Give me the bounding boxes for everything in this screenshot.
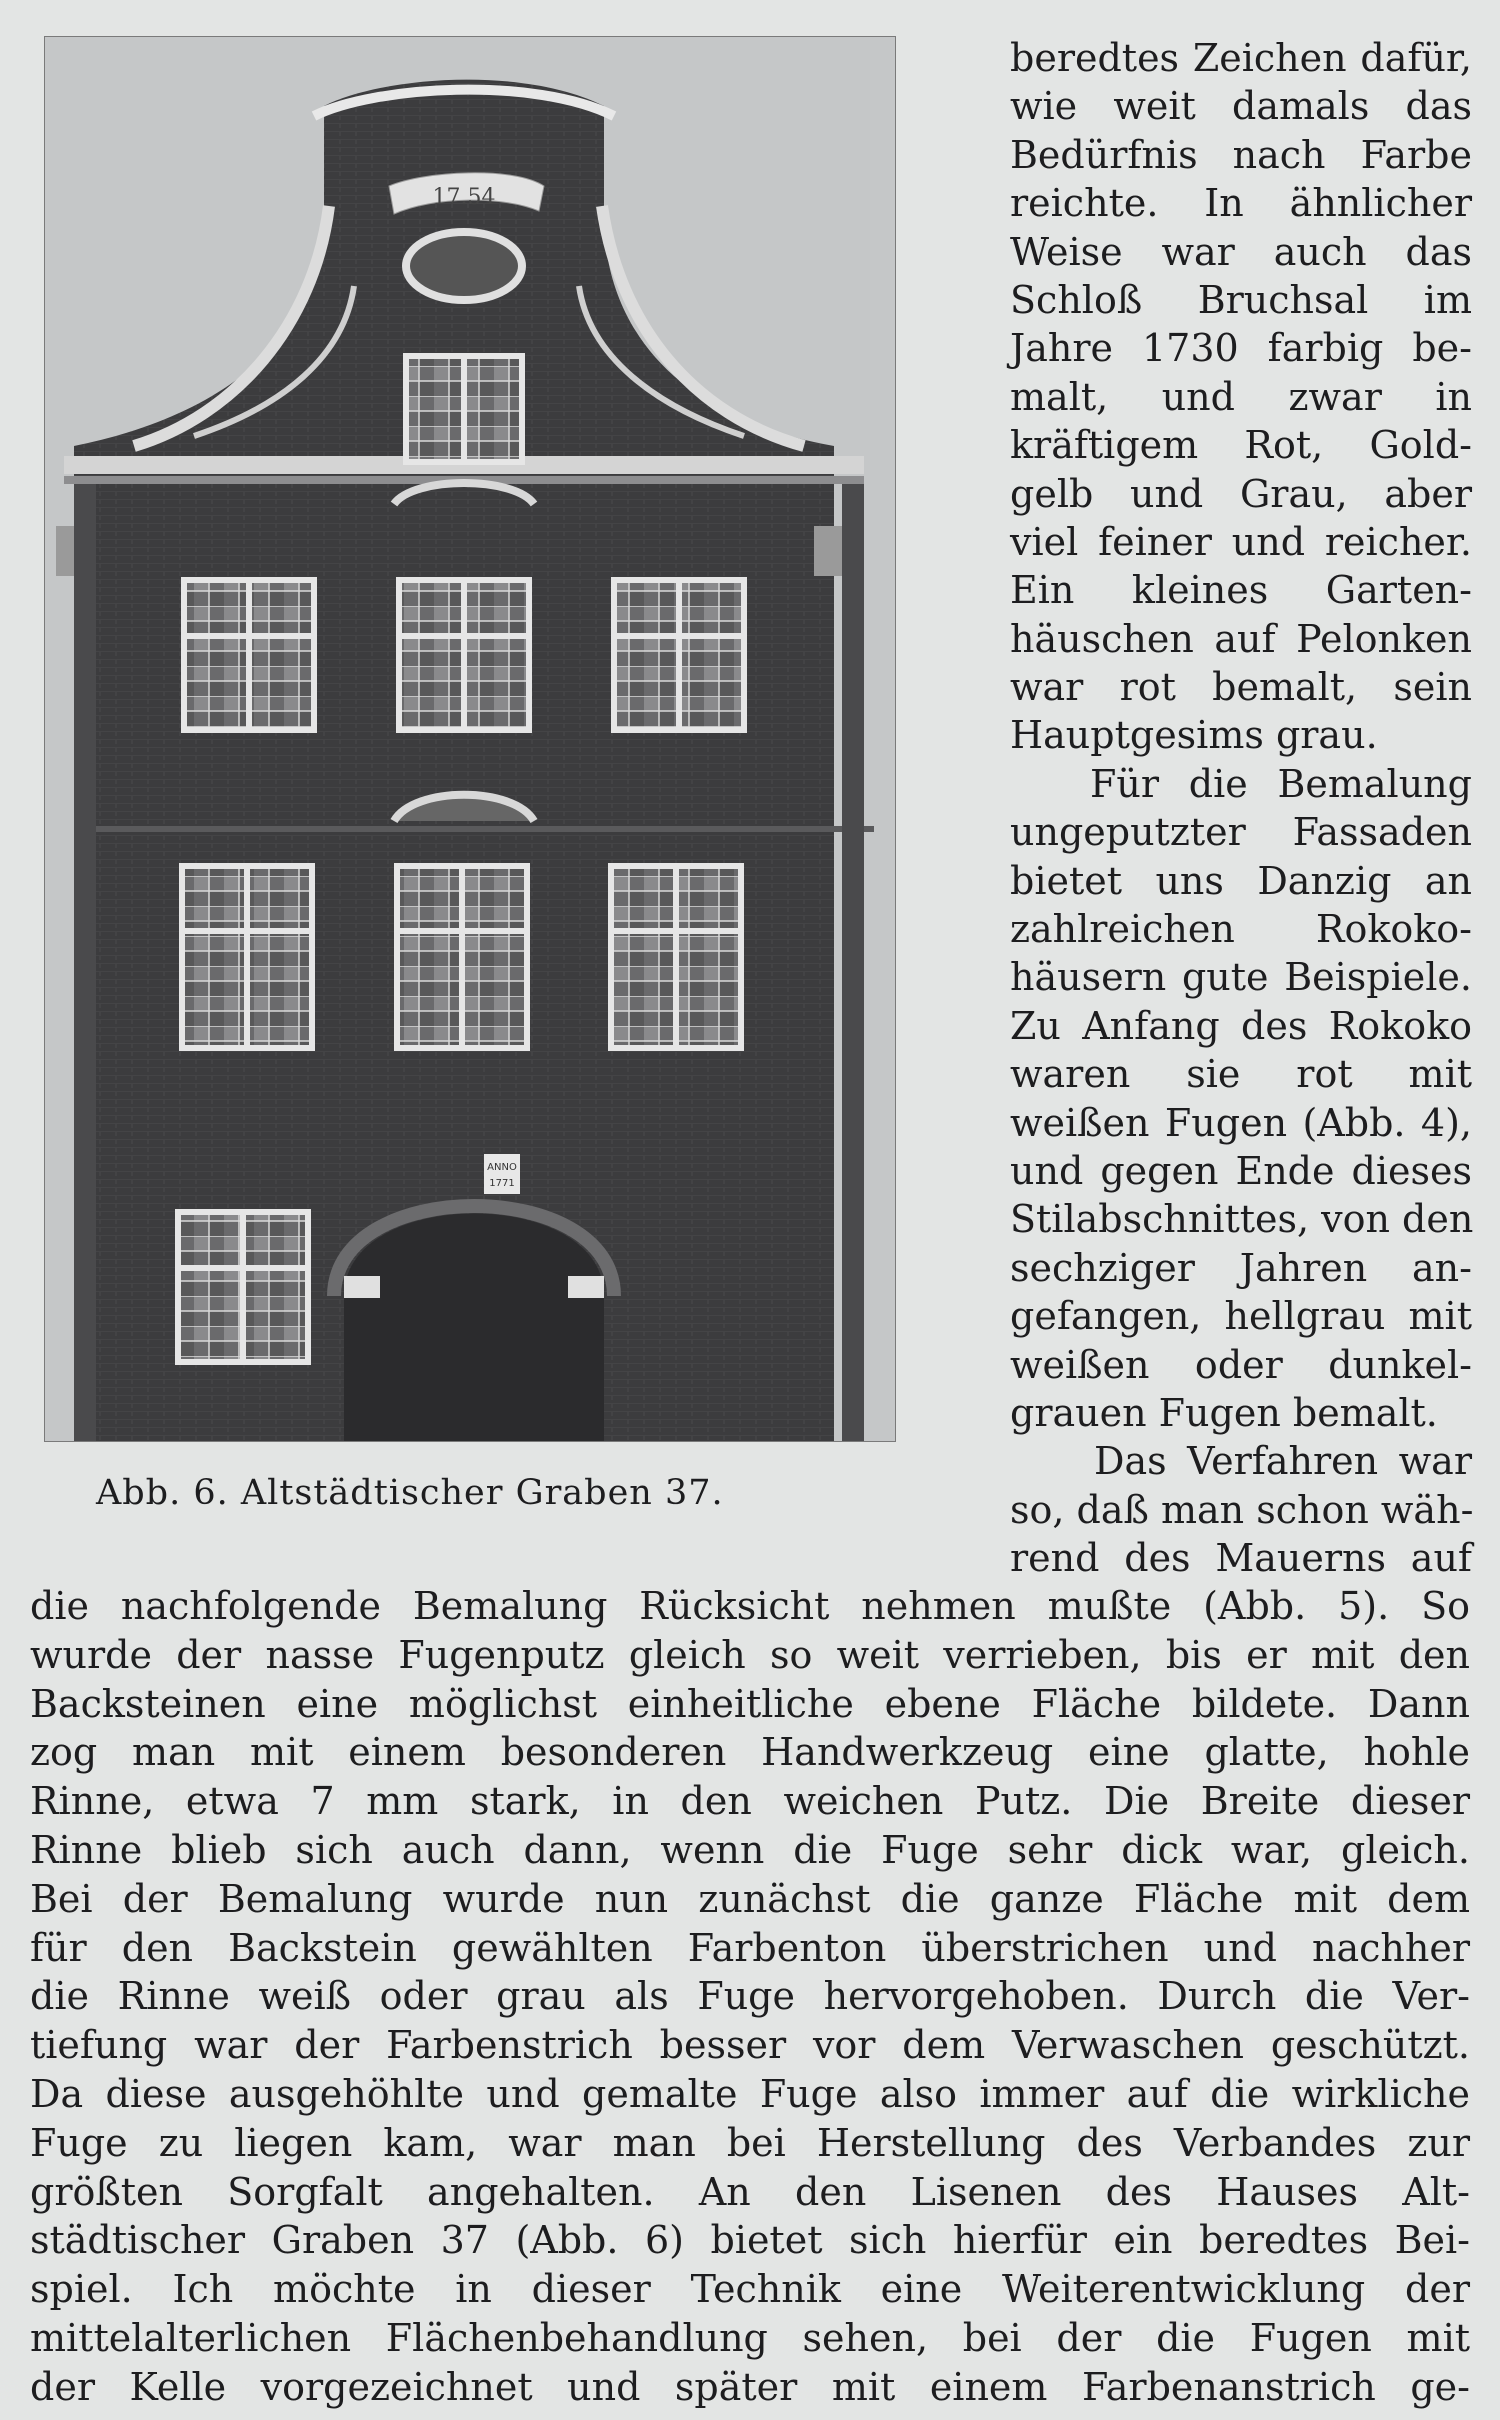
text-line: so, daß man schon wäh-	[1010, 1487, 1474, 1532]
facade-photo	[44, 36, 896, 1442]
text-line: Da diese ausgehöhlte und gemalte Fuge also immer auf die wirkliche	[30, 2071, 1470, 2116]
text-line: Rinne, etwa 7 mm stark, in den weichen Putz. Die Breite dieser	[30, 1779, 1470, 1824]
text-line: rend des Mauerns auf	[1010, 1536, 1472, 1581]
text-line: größten Sorgfalt angehalten. An den Lisenen des Hauses Alt-	[30, 2169, 1470, 2214]
text-line: Für die Bemalung	[1090, 761, 1472, 806]
door-plaque-bottom: 1771	[489, 1178, 515, 1189]
text-line: kräftigem Rot, Gold-	[1010, 423, 1472, 468]
full-width-text	[30, 1582, 1470, 2412]
text-line: städtischer Graben 37 (Abb. 6) bietet sich hierfür ein beredtes Bei-	[30, 2218, 1470, 2263]
text-line: zog man mit einem besonderen Handwerkzeug eine glatte, hohle	[30, 1730, 1470, 1775]
text-line: für den Backstein gewählten Farbenton überstrichen und nachher	[30, 1925, 1470, 1970]
text-line: und gegen Ende dieses	[1010, 1148, 1472, 1193]
date-banner: 17.54	[432, 185, 496, 210]
text-line: mittelalterlichen Flächenbehandlung sehen, bei der die Fugen mit	[30, 2315, 1470, 2360]
text-line: sechziger Jahren an-	[1010, 1245, 1472, 1290]
text-line: ungeputzter Fassaden	[1010, 810, 1472, 855]
text-line: Ein kleines Garten-	[1010, 568, 1472, 613]
text-line: reichte. In ähnlicher	[1010, 181, 1472, 226]
text-line: malt, und zwar in	[1010, 374, 1472, 419]
text-line: bietet uns Danzig an	[1010, 858, 1472, 903]
text-line: weißen oder dunkel-	[1010, 1342, 1472, 1387]
door-plaque-top: ANNO	[487, 1162, 517, 1173]
text-line: waren sie rot mit	[1010, 1052, 1472, 1097]
text-line: war rot bemalt, sein	[1010, 665, 1472, 710]
facade-illustration	[44, 36, 896, 1442]
text-line: Bedürfnis nach Farbe	[1010, 132, 1472, 177]
text-line: wie weit damals das	[1010, 84, 1472, 129]
text-line: Hauptgesims grau.	[1010, 713, 1378, 758]
text-line: weißen Fugen (Abb. 4),	[1010, 1100, 1472, 1145]
text-line: viel feiner und reicher.	[1010, 519, 1472, 564]
text-line: zahlreichen Rokoko-	[1010, 907, 1472, 952]
text-line: Backsteinen eine möglichst einheitliche ebene Fläche bildete. Dann	[30, 1681, 1470, 1726]
text-line: tiefung war der Farbenstrich besser vor dem Verwaschen geschützt.	[30, 2023, 1470, 2068]
text-line: Bei der Bemalung wurde nun zunächst die ganze Fläche mit dem	[30, 1876, 1470, 1921]
text-line: Rinne blieb sich auch dann, wenn die Fuge sehr dick war, gleich.	[30, 1827, 1470, 1872]
figure-caption: Abb. 6. Altstädtischer Graben 37.	[96, 1473, 724, 1513]
text-line: gelb und Grau, aber	[1010, 471, 1472, 516]
text-line: wurde der nasse Fugenputz gleich so weit verrieben, bis er mit den	[30, 1632, 1470, 1677]
text-line: Weise war auch das	[1010, 229, 1472, 274]
text-line: häusern gute Beispiele.	[1010, 955, 1472, 1000]
text-line: Schloß Bruchsal im	[1010, 277, 1472, 322]
text-line: häuschen auf Pelonken	[1010, 616, 1472, 661]
text-line: die nachfolgende Bemalung Rücksicht nehmen mußte (Abb. 5). So	[30, 1584, 1470, 1628]
text-line: Jahre 1730 farbig be-	[1010, 326, 1472, 371]
text-line: beredtes Zeichen dafür,	[1010, 36, 1472, 80]
text-line: Fuge zu liegen kam, war man bei Herstellung des Verbandes zur	[30, 2120, 1470, 2165]
right-column-text	[1010, 34, 1472, 1583]
text-line: Zu Anfang des Rokoko	[1010, 1003, 1472, 1048]
text-line: Das Verfahren war	[1094, 1439, 1472, 1484]
text-line: die Rinne weiß oder grau als Fuge hervorgehoben. Durch die Ver-	[30, 1974, 1470, 2019]
text-line: der Kelle vorgezeichnet und später mit einem Farbenanstrich ge-	[30, 2364, 1470, 2409]
text-line: Stilabschnittes, von den	[1010, 1197, 1474, 1242]
text-line: spiel. Ich möchte in dieser Technik eine Weiterentwicklung der	[30, 2267, 1470, 2312]
text-line: grauen Fugen bemalt.	[1010, 1390, 1438, 1435]
text-line: gefangen, hellgrau mit	[1010, 1294, 1472, 1339]
